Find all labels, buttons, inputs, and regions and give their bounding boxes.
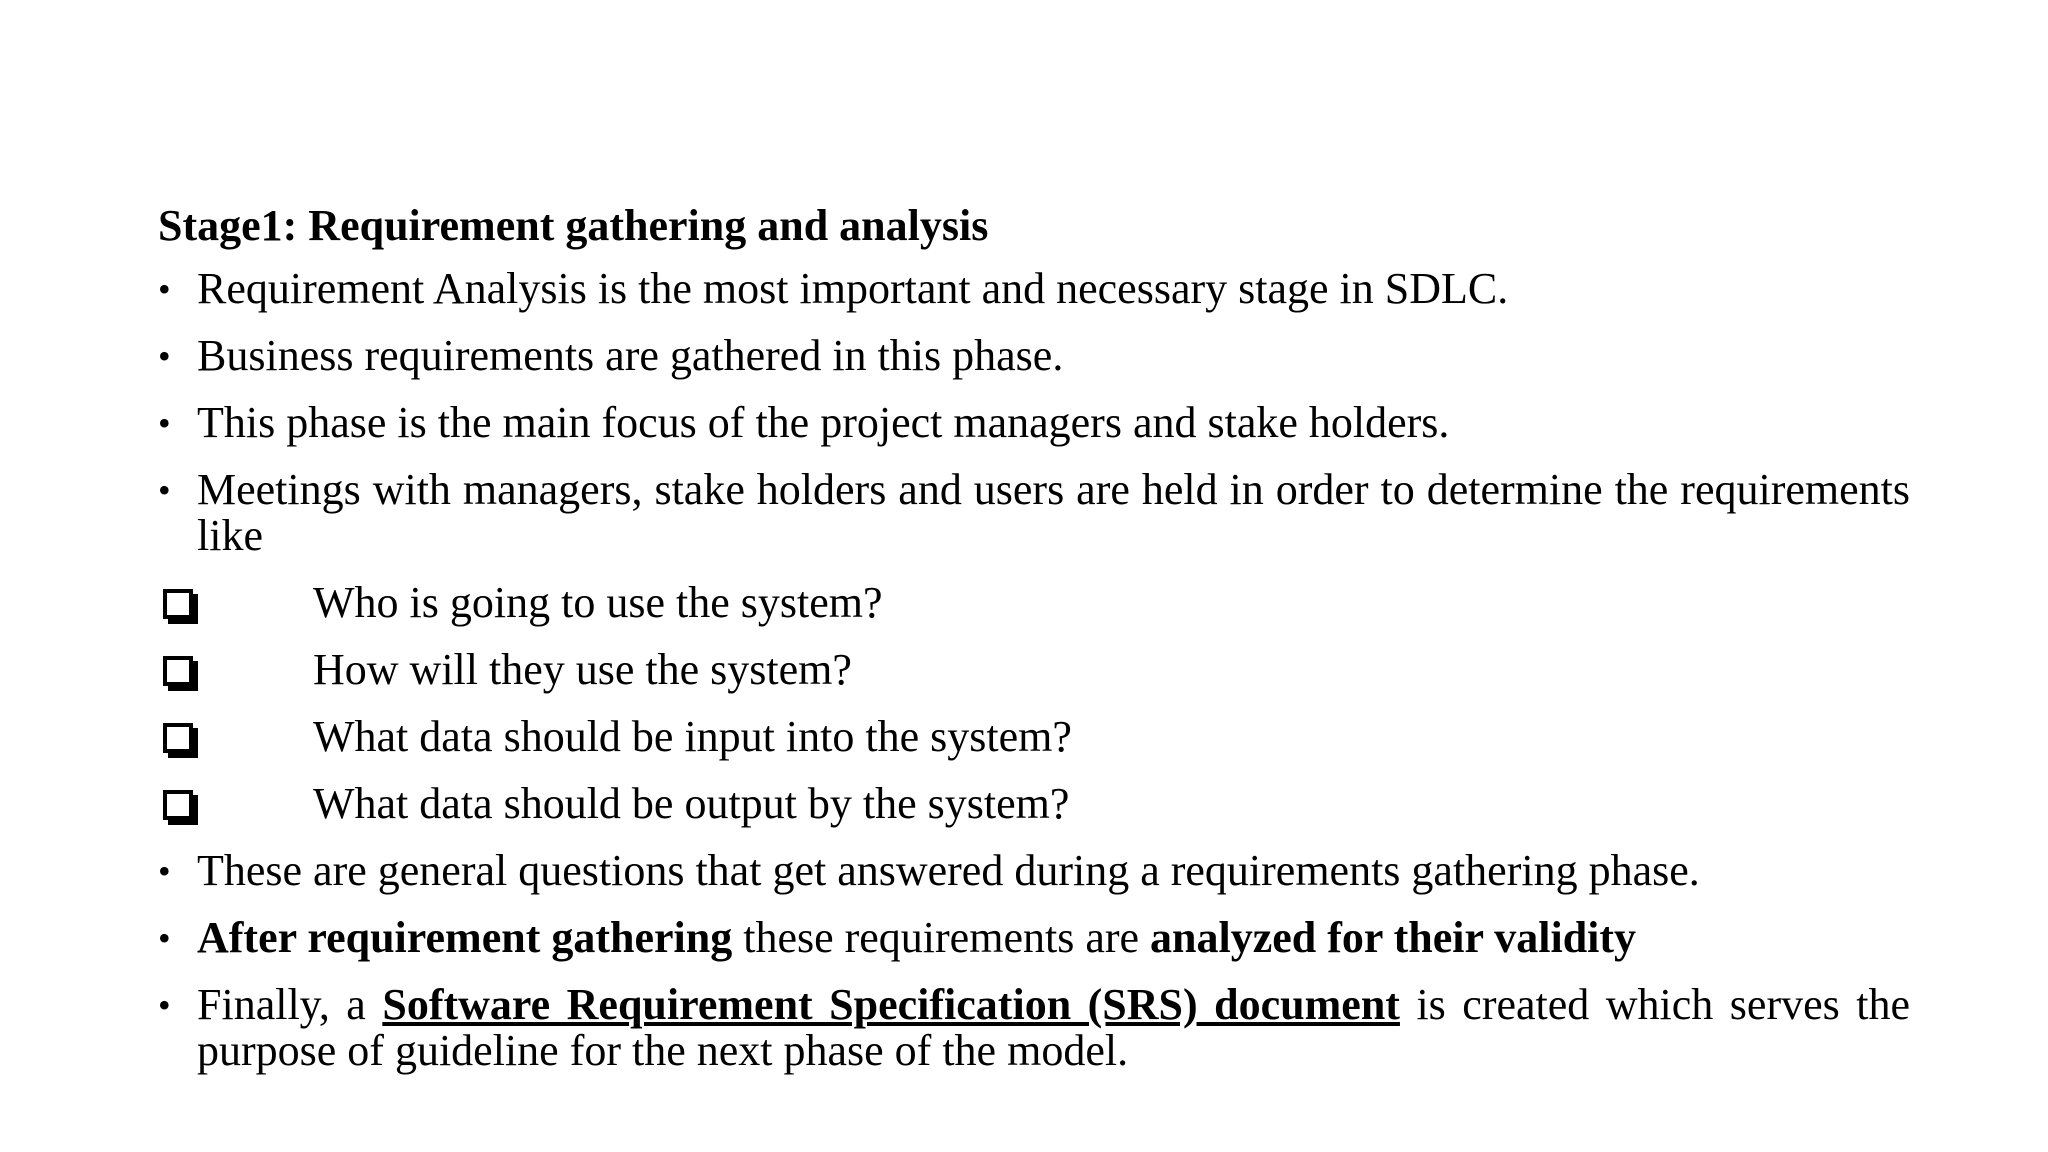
checkbox-icon — [163, 790, 193, 820]
bullet-item — [158, 333, 1910, 379]
question-item — [158, 781, 1910, 827]
validity-text: these requirements are — [732, 913, 1151, 962]
bullet-item — [158, 848, 1910, 894]
bullet-icon: • — [158, 336, 171, 376]
bullet-icon: • — [158, 851, 171, 891]
slide-content — [158, 200, 1910, 1095]
bullet-text: Business requirements are gathered in this phase. — [197, 331, 1064, 380]
bullet-item — [158, 400, 1910, 446]
bullet-text: These are general questions that get answered during a requirements gathering phase. — [197, 846, 1700, 895]
bullet-text: This phase is the main focus of the project managers and stake holders. — [197, 398, 1450, 447]
slide-heading: Stage1: Requirement gathering and analysis — [158, 201, 989, 250]
bullet-text: Meetings with managers, stake holders and users are held in order to determine the requirements like — [197, 465, 1910, 560]
checkbox-icon — [163, 589, 193, 619]
final-text-before: Finally, a — [197, 980, 383, 1029]
bullet-item — [158, 467, 1910, 559]
question-item — [158, 647, 1910, 693]
bullet-item-validity — [158, 915, 1910, 961]
bullet-icon: • — [158, 985, 171, 1025]
bullet-item — [158, 266, 1910, 312]
validity-bold-tail: analyzed for their validity — [1150, 913, 1637, 962]
validity-bold-lead: After requirement gathering — [197, 913, 733, 962]
question-text: How will they use the system? — [313, 645, 852, 694]
bullet-list — [158, 266, 1910, 1074]
checkbox-icon — [163, 723, 193, 753]
bullet-item-final — [158, 982, 1910, 1074]
bullet-text: Requirement Analysis is the most important and necessary stage in SDLC. — [197, 264, 1509, 313]
bullet-icon: • — [158, 269, 171, 309]
question-item — [158, 714, 1910, 760]
question-text: Who is going to use the system? — [313, 578, 883, 627]
checkbox-icon — [163, 656, 193, 686]
question-item — [158, 580, 1910, 626]
bullet-icon: • — [158, 918, 171, 958]
bullet-icon: • — [158, 470, 171, 510]
srs-document-term: Software Requirement Specification (SRS) document — [382, 980, 1400, 1029]
bullet-icon: • — [158, 403, 171, 443]
question-text: What data should be input into the system? — [313, 712, 1072, 761]
question-text: What data should be output by the system? — [313, 779, 1070, 828]
final-text-after: is created which serves the purpose of guideline for the next phase of the model. — [197, 980, 1910, 1075]
